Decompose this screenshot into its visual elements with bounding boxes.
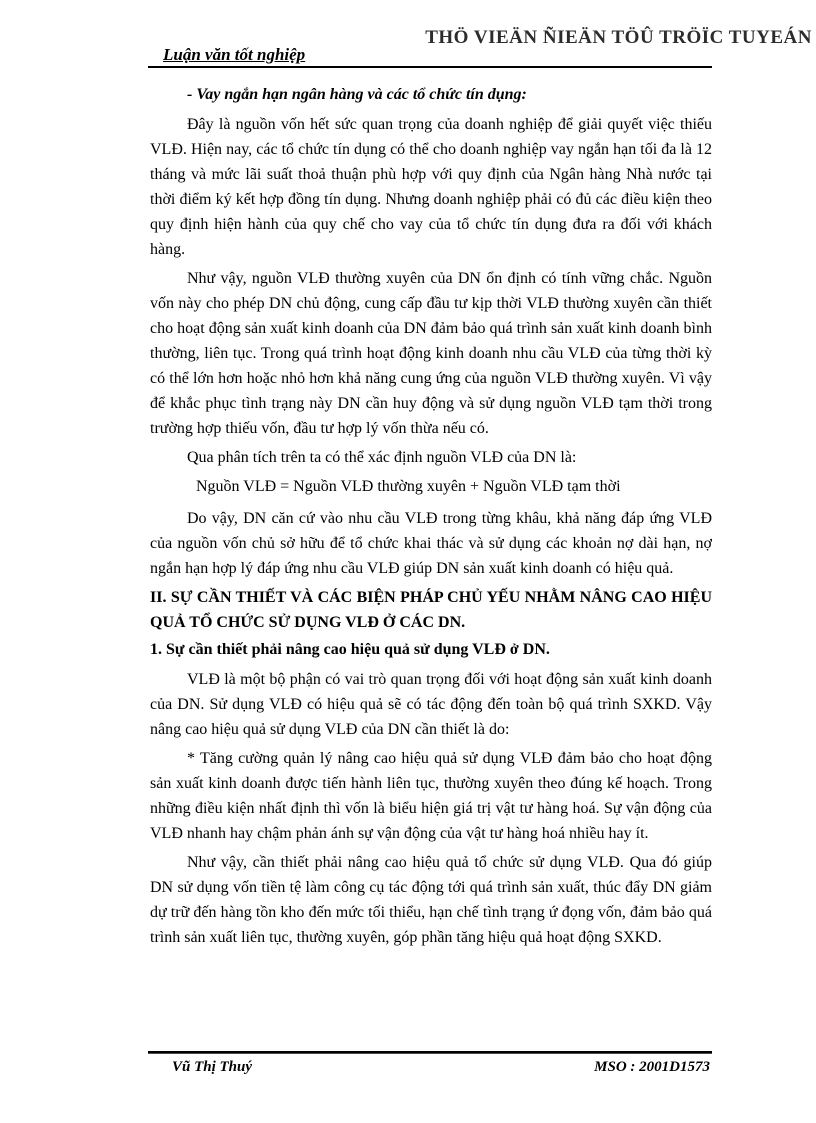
paragraph-regular-working-capital: Như vậy, nguồn VLĐ thường xuyên của DN ổn định có tính vững chắc. Nguồn vốn này cho phép DN chủ động, cung cấp đầu tư kịp thời VLĐ thường xuyên cần thiết cho hoạt động sản xuất kinh doanh của DN đảm bảo quá trình sản xuất kinh doanh bình thường, liên tục. Trong quá trình hoạt động kinh doanh nhu cầu VLĐ của từng thời kỳ có thể lớn hơn hoặc nhỏ hơn khả năng cung ứng của nguồn VLĐ thường xuyên. Vì vậy để khắc phục tình trạng này DN cần huy động và sử dụng nguồn VLĐ tạm thời trong trường hợp thiếu vốn, đầu tư hợp lý vốn thừa nếu có. — [150, 270, 712, 437]
list-item-heading: - Vay ngắn hạn ngân hàng và các tổ chức tín dụng: — [187, 86, 527, 103]
footer-divider — [148, 1051, 712, 1054]
author-name: Vũ Thị Thuý — [172, 1059, 253, 1075]
paragraph-necessity: Như vậy, cần thiết phải nâng cao hiệu quả tổ chức sử dụng VLĐ. Qua đó giúp DN sử dụng vốn tiền tệ làm công cụ tác động tới quá trình sản xuất, thúc đẩy DN giảm dự trữ đến hàng tồn kho đến mức tối thiểu, hạn chế tình trạng ứ đọng vốn, đảm bảo quá trình sản xuất liên tục, thường xuyên, góp phần tăng hiệu quả hoạt động SXKD. — [150, 854, 712, 946]
paragraph-strengthen-management: * Tăng cường quản lý nâng cao hiệu quả sử dụng VLĐ đảm bảo cho hoạt động sản xuất kinh doanh được tiến hành liên tục, thường xuyên theo đúng kế hoạch. Trong những điều kiện nhất định thì vốn là biểu hiện giá trị vật tư hàng hoá. Sự vận động của VLĐ nhanh hay chậm phản ánh sự vận động của vật tư hàng hoá nhiều hay ít. — [150, 750, 712, 842]
subsection-heading-1: 1. Sự cần thiết phải nâng cao hiệu quả sử dụng VLĐ ở DN. — [150, 641, 550, 658]
library-watermark-text: THÖ VIEÄN ÑIEÄN TÖÛ TRÖÏC TUYEÁN — [425, 27, 812, 48]
page-footer — [150, 1059, 712, 1076]
student-id: MSO : 2001D1573 — [594, 1059, 710, 1075]
paragraph-conclusion: Do vậy, DN căn cứ vào nhu cầu VLĐ trong từng khâu, khả năng đáp ứng VLĐ của nguồn vốn chủ sở hữu để tổ chức khai thác và sử dụng các khoản nợ dài hạn, nợ ngắn hạn hợp lý đáp ứng nhu cầu VLĐ giúp DN sản xuất kinh doanh có hiệu quả. — [150, 510, 712, 577]
document-body — [150, 82, 712, 1048]
paragraph-credit-institutions: Đây là nguồn vốn hết sức quan trọng của doanh nghiệp để giải quyết việc thiếu VLĐ. Hiện nay, các tổ chức tín dụng có thể cho doanh nghiệp vay ngắn hạn tối đa là 12 tháng và mức lãi suất thoả thuận phù hợp với quy định của Ngân hàng Nhà nước tại thời điểm ký kết hợp đồng tín dụng. Nhưng doanh nghiệp phải có đủ các điều kiện theo quy định hiện hành của quy chế cho vay của tổ chức tín dụng đưa ra đối với khách hàng. — [150, 116, 712, 258]
paragraph-vld-role: VLĐ là một bộ phận có vai trò quan trọng đối với hoạt động sản xuất kinh doanh của DN. Sử dụng VLĐ có hiệu quả sẽ có tác động đến toàn bộ quá trình SXKD. Vậy nâng cao hiệu quả sử dụng VLĐ của DN cần thiết là do: — [150, 671, 712, 738]
section-heading-ii: II. SỰ CẦN THIẾT VÀ CÁC BIỆN PHÁP CHỦ YẾU NHẰM NÂNG CAO HIỆU QUẢ TỔ CHỨC SỬ DỤNG VLĐ Ở CÁC DN. — [150, 589, 712, 631]
header-divider — [148, 66, 712, 68]
formula-line: Nguồn VLĐ = Nguồn VLĐ thường xuyên + Nguồn VLĐ tạm thời — [196, 478, 621, 495]
paragraph-analysis-lead: Qua phân tích trên ta có thể xác định nguồn VLĐ của DN là: — [187, 449, 577, 466]
document-type-label: Luận văn tốt nghiệp — [163, 45, 306, 64]
